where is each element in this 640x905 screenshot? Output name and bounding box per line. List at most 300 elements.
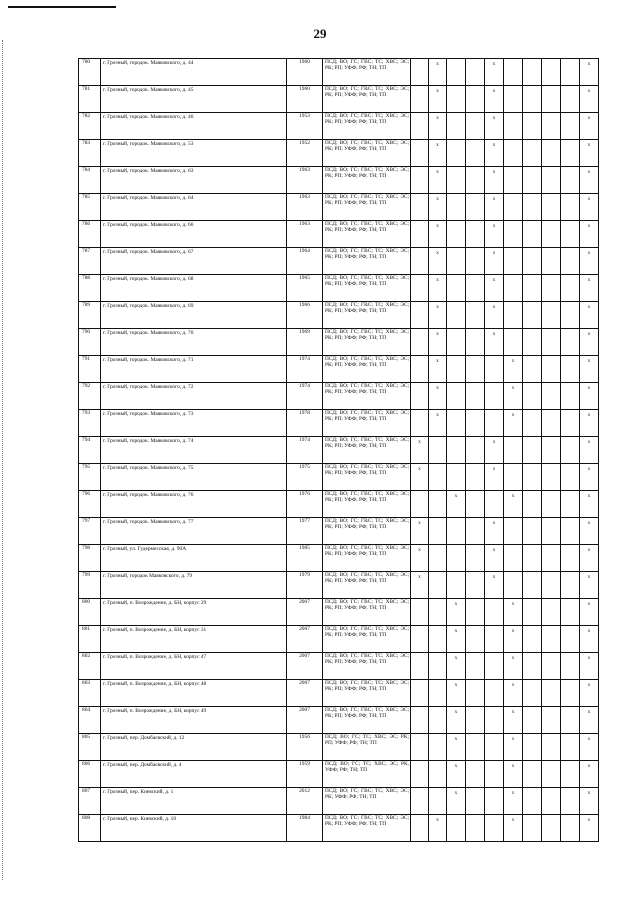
mark-cell: [504, 59, 523, 86]
mark-cell: [504, 788, 523, 815]
mark-cell: [542, 167, 561, 194]
mark-cell: [429, 572, 447, 599]
mark-cell: [429, 383, 447, 410]
services-cell: ПСД; ВО; ГС; ТС; ХВС; ЭС; РК, УФФ; РФ; ТН; ТП: [323, 761, 411, 788]
x-mark: x: [418, 574, 421, 580]
mark-cell: [485, 383, 504, 410]
mark-cell: [561, 491, 580, 518]
x-mark: x: [418, 466, 421, 472]
mark-cell: [429, 86, 447, 113]
x-mark: x: [511, 493, 515, 499]
mark-cell: [447, 545, 466, 572]
x-mark: x: [587, 790, 591, 796]
x-mark: x: [587, 358, 591, 364]
mark-cell: [542, 437, 561, 464]
mark-cell: [523, 788, 542, 815]
mark-cell: [542, 113, 561, 140]
x-mark: x: [418, 520, 421, 526]
mark-cell: [485, 86, 504, 113]
row-number: 788: [79, 275, 101, 302]
x-mark: x: [436, 142, 439, 148]
services-cell: ПСД; ВО; ГС; ГВС; ТС; ХВС; ЭС; РК; РП; УФФ; РФ; ТН; ТП: [323, 221, 411, 248]
services-cell: ПСД; ВО; ГС; ГВС; ТС; ХВС; ЭС; РК; РП; УФФ; РФ; ТН; ТП: [323, 86, 411, 113]
mark-cell: [561, 518, 580, 545]
mark-cell: [542, 221, 561, 248]
row-number: 789: [79, 302, 101, 329]
x-mark: x: [511, 628, 515, 634]
mark-cell: [411, 329, 429, 356]
mark-cell: [411, 437, 429, 464]
year-cell: 1976: [287, 491, 323, 518]
services-cell: ПСД; ВО; ГС; ГВС; ТС; ХВС; ЭС; РК; РП; УФФ; РФ; ТН; ТП: [323, 626, 411, 653]
mark-cell: [561, 248, 580, 275]
mark-cell: [447, 653, 466, 680]
row-number: 807: [79, 788, 101, 815]
mark-cell: [542, 383, 561, 410]
mark-cell: [504, 572, 523, 599]
table-row: [79, 626, 599, 653]
x-mark: x: [492, 331, 496, 337]
services-cell: ПСД; ВО; ГС; ГВС; ТС; ХВС; ЭС; РК; РП; УФФ; РФ; ТН; ТП: [323, 140, 411, 167]
x-mark: x: [454, 655, 458, 661]
year-cell: 1963: [287, 167, 323, 194]
mark-cell: [411, 302, 429, 329]
x-mark: x: [454, 709, 458, 715]
x-mark: x: [418, 439, 421, 445]
mark-cell: [542, 761, 561, 788]
services-cell: ПСД; ВО; ГС; ГВС; ТС; ХВС; ЭС; РК; УФФ; РФ; ТН; ТП: [323, 788, 411, 815]
mark-cell: [411, 545, 429, 572]
mark-cell: [485, 113, 504, 140]
mark-cell: [411, 356, 429, 383]
table-row: [79, 518, 599, 545]
year-cell: 2012: [287, 788, 323, 815]
mark-cell: [580, 464, 599, 491]
x-mark: x: [436, 115, 439, 121]
row-number: 785: [79, 194, 101, 221]
row-number: 787: [79, 248, 101, 275]
row-number: 780: [79, 59, 101, 86]
x-mark: x: [492, 61, 496, 67]
mark-cell: [580, 572, 599, 599]
mark-cell: [542, 491, 561, 518]
x-mark: x: [492, 169, 496, 175]
services-cell: ПСД; ВО; ГС; ГВС; ТС; ХВС; ЭС; РК; РП; УФФ; РФ; ТН; ТП: [323, 194, 411, 221]
mark-cell: [485, 464, 504, 491]
x-mark: x: [587, 223, 591, 229]
mark-cell: [411, 248, 429, 275]
services-cell: ПСД; ВО; ГС; ГВС; ТС; ХВС; ЭС; РК; РП; УФФ; РФ; ТН; ТП: [323, 491, 411, 518]
x-mark: x: [492, 250, 496, 256]
mark-cell: [447, 248, 466, 275]
mark-cell: [429, 221, 447, 248]
mark-cell: [523, 815, 542, 842]
mark-cell: [561, 437, 580, 464]
table-row: [79, 491, 599, 518]
table-row: [79, 437, 599, 464]
x-mark: x: [587, 736, 591, 742]
x-mark: x: [436, 196, 439, 202]
x-mark: x: [587, 277, 591, 283]
services-cell: ПСД; ВО; ГС; ТС; ХВС; ЭС; РК; РП; УФФ; РФ; ТН; ТП: [323, 734, 411, 761]
mark-cell: [580, 167, 599, 194]
mark-cell: [523, 545, 542, 572]
mark-cell: [411, 653, 429, 680]
year-cell: 1974: [287, 356, 323, 383]
mark-cell: [466, 626, 485, 653]
mark-cell: [580, 653, 599, 680]
mark-cell: [466, 572, 485, 599]
table-row: [79, 302, 599, 329]
mark-cell: [429, 194, 447, 221]
mark-cell: [504, 140, 523, 167]
mark-cell: [523, 491, 542, 518]
mark-cell: [580, 545, 599, 572]
mark-cell: [429, 329, 447, 356]
mark-cell: [580, 410, 599, 437]
mark-cell: [447, 572, 466, 599]
mark-cell: [466, 491, 485, 518]
address-cell: г. Грозный, городок. Маяковского, д. 69: [101, 302, 287, 329]
mark-cell: [542, 734, 561, 761]
mark-cell: [429, 113, 447, 140]
mark-cell: [447, 680, 466, 707]
mark-cell: [466, 383, 485, 410]
mark-cell: [411, 491, 429, 518]
mark-cell: [561, 680, 580, 707]
mark-cell: [580, 815, 599, 842]
mark-cell: [411, 815, 429, 842]
x-mark: x: [492, 520, 496, 526]
mark-cell: [447, 59, 466, 86]
x-mark: x: [436, 223, 439, 229]
x-mark: x: [454, 682, 458, 688]
x-mark: x: [511, 358, 515, 364]
mark-cell: [580, 707, 599, 734]
mark-cell: [542, 653, 561, 680]
table-row: [79, 707, 599, 734]
year-cell: 1956: [287, 734, 323, 761]
x-mark: x: [511, 655, 515, 661]
x-mark: x: [492, 142, 496, 148]
mark-cell: [466, 329, 485, 356]
mark-cell: [504, 248, 523, 275]
mark-cell: [429, 59, 447, 86]
mark-cell: [411, 761, 429, 788]
table-row: [79, 572, 599, 599]
row-number: 794: [79, 437, 101, 464]
table-row: [79, 167, 599, 194]
x-mark: x: [511, 790, 515, 796]
address-cell: г. Грозный, п. Возрождение, д. БН, корпус 48: [101, 680, 287, 707]
mark-cell: [447, 140, 466, 167]
mark-cell: [485, 437, 504, 464]
table-row: [79, 761, 599, 788]
address-cell: г. Грозный, городок. Маяковского, д. 70: [101, 329, 287, 356]
x-mark: x: [587, 385, 591, 391]
mark-cell: [561, 653, 580, 680]
year-cell: 1964: [287, 248, 323, 275]
mark-cell: [542, 140, 561, 167]
mark-cell: [411, 275, 429, 302]
row-number: 802: [79, 653, 101, 680]
mark-cell: [466, 86, 485, 113]
mark-cell: [429, 680, 447, 707]
year-cell: 1984: [287, 815, 323, 842]
mark-cell: [485, 626, 504, 653]
year-cell: 1960: [287, 86, 323, 113]
address-cell: г. Грозный, городок. Маяковского, д. 45: [101, 86, 287, 113]
services-cell: ПСД; ВО; ГС; ГВС; ТС; ХВС; ЭС; РК; РП; УФФ; РФ; ТН; ТП: [323, 437, 411, 464]
x-mark: x: [587, 520, 591, 526]
mark-cell: [504, 275, 523, 302]
mark-cell: [542, 329, 561, 356]
mark-cell: [447, 599, 466, 626]
services-cell: ПСД; ВО; ГС; ГВС; ТС; ХВС; ЭС; РК; РП; УФФ; РФ; ТН; ТП: [323, 464, 411, 491]
year-cell: 1974: [287, 437, 323, 464]
mark-cell: [466, 59, 485, 86]
mark-cell: [580, 329, 599, 356]
mark-cell: [580, 788, 599, 815]
table-row: [79, 329, 599, 356]
mark-cell: [504, 518, 523, 545]
mark-cell: [561, 140, 580, 167]
x-mark: x: [436, 277, 439, 283]
x-mark: x: [454, 628, 458, 634]
mark-cell: [429, 410, 447, 437]
mark-cell: [504, 167, 523, 194]
mark-cell: [561, 356, 580, 383]
mark-cell: [580, 248, 599, 275]
address-cell: г. Грозный, п. Возрождение, д. БН, корпус 49: [101, 707, 287, 734]
mark-cell: [485, 248, 504, 275]
row-number: 800: [79, 599, 101, 626]
mark-cell: [466, 302, 485, 329]
row-number: 798: [79, 545, 101, 572]
mark-cell: [542, 707, 561, 734]
mark-cell: [542, 815, 561, 842]
mark-cell: [485, 572, 504, 599]
mark-cell: [447, 329, 466, 356]
mark-cell: [523, 599, 542, 626]
table-row: [79, 734, 599, 761]
x-mark: x: [454, 493, 458, 499]
mark-cell: [485, 653, 504, 680]
mark-cell: [411, 788, 429, 815]
x-mark: x: [436, 88, 439, 94]
mark-cell: [580, 599, 599, 626]
x-mark: x: [511, 763, 515, 769]
services-cell: ПСД; ВО; ГС; ГВС; ТС; ХВС; ЭС; РК; РП; УФФ; РФ; ТН; ТП: [323, 59, 411, 86]
services-cell: ПСД; ВО; ГС; ГВС; ТС; ХВС; ЭС; РК; РП; УФФ; РФ; ТН; ТП: [323, 815, 411, 842]
services-cell: ПСД; ВО; ГС; ГВС; ТС; ХВС; ЭС; РК; РП; УФФ; РФ; ТН; ТП: [323, 329, 411, 356]
mark-cell: [485, 140, 504, 167]
mark-cell: [447, 356, 466, 383]
mark-cell: [411, 167, 429, 194]
mark-cell: [411, 626, 429, 653]
mark-cell: [447, 518, 466, 545]
mark-cell: [523, 518, 542, 545]
mark-cell: [466, 275, 485, 302]
mark-cell: [447, 707, 466, 734]
x-mark: x: [454, 736, 458, 742]
year-cell: 1963: [287, 194, 323, 221]
mark-cell: [485, 491, 504, 518]
table-row: [79, 248, 599, 275]
mark-cell: [542, 518, 561, 545]
x-mark: x: [492, 574, 496, 580]
mark-cell: [561, 626, 580, 653]
services-cell: ПСД; ВО; ГС; ГВС; ТС; ХВС; ЭС; РК; РП; УФФ; РФ; ТН; ТП: [323, 410, 411, 437]
mark-cell: [485, 194, 504, 221]
mark-cell: [542, 626, 561, 653]
mark-cell: [447, 383, 466, 410]
mark-cell: [504, 734, 523, 761]
mark-cell: [504, 707, 523, 734]
mark-cell: [504, 680, 523, 707]
x-mark: x: [492, 277, 496, 283]
table-row: [79, 275, 599, 302]
x-mark: x: [587, 115, 591, 121]
x-mark: x: [587, 547, 591, 553]
year-cell: 2007: [287, 653, 323, 680]
mark-cell: [580, 680, 599, 707]
table-row: [79, 113, 599, 140]
mark-cell: [523, 680, 542, 707]
mark-cell: [447, 626, 466, 653]
mark-cell: [466, 599, 485, 626]
mark-cell: [429, 599, 447, 626]
mark-cell: [466, 761, 485, 788]
mark-cell: [411, 140, 429, 167]
mark-cell: [542, 248, 561, 275]
x-mark: x: [511, 709, 515, 715]
mark-cell: [411, 113, 429, 140]
address-cell: г. Грозный, городок. Маяковского, д. 71: [101, 356, 287, 383]
address-cell: г. Грозный, городок. Маяковского, д. 72: [101, 383, 287, 410]
row-number: 808: [79, 815, 101, 842]
x-mark: x: [492, 304, 496, 310]
table-row: [79, 383, 599, 410]
mark-cell: [561, 410, 580, 437]
mark-cell: [523, 383, 542, 410]
x-mark: x: [436, 385, 439, 391]
mark-cell: [429, 302, 447, 329]
year-cell: 2007: [287, 680, 323, 707]
mark-cell: [429, 437, 447, 464]
mark-cell: [504, 545, 523, 572]
x-mark: x: [418, 547, 421, 553]
row-number: 799: [79, 572, 101, 599]
mark-cell: [561, 383, 580, 410]
mark-cell: [523, 221, 542, 248]
mark-cell: [542, 86, 561, 113]
mark-cell: [429, 140, 447, 167]
mark-cell: [485, 599, 504, 626]
mark-cell: [466, 167, 485, 194]
mark-cell: [523, 248, 542, 275]
mark-cell: [429, 491, 447, 518]
mark-cell: [580, 86, 599, 113]
x-mark: x: [587, 628, 591, 634]
x-mark: x: [587, 817, 591, 823]
address-cell: г. Грозный, городок. Маяковского, д. 63: [101, 167, 287, 194]
x-mark: x: [492, 115, 496, 121]
services-cell: ПСД; ВО; ГС; ГВС; ТС; ХВС; ЭС; РК; РП; УФФ; РФ; ТН; ТП: [323, 653, 411, 680]
mark-cell: [542, 59, 561, 86]
mark-cell: [447, 464, 466, 491]
services-cell: ПСД; ВО; ГС; ГВС; ТС; ХВС; ЭС; РК; РП; УФФ; РФ; ТН; ТП: [323, 302, 411, 329]
x-mark: x: [587, 601, 591, 607]
mark-cell: [411, 680, 429, 707]
mark-cell: [466, 356, 485, 383]
mark-cell: [466, 221, 485, 248]
mark-cell: [504, 86, 523, 113]
mark-cell: [504, 194, 523, 221]
margin-binding-dots: [2, 40, 4, 880]
mark-cell: [429, 248, 447, 275]
table-row: [79, 680, 599, 707]
mark-cell: [447, 113, 466, 140]
address-cell: г. Грозный, ул. Гудермесская, д. 90А: [101, 545, 287, 572]
year-cell: 2007: [287, 599, 323, 626]
year-cell: 2007: [287, 707, 323, 734]
address-cell: г. Грозный, пер. Домбаєвский, д. 12: [101, 734, 287, 761]
x-mark: x: [511, 736, 515, 742]
row-number: 783: [79, 140, 101, 167]
mark-cell: [504, 491, 523, 518]
x-mark: x: [587, 493, 591, 499]
mark-cell: [542, 275, 561, 302]
mark-cell: [447, 221, 466, 248]
mark-cell: [447, 734, 466, 761]
mark-cell: [429, 275, 447, 302]
mark-cell: [504, 410, 523, 437]
x-mark: x: [436, 412, 439, 418]
row-number: 792: [79, 383, 101, 410]
mark-cell: [561, 545, 580, 572]
row-number: 793: [79, 410, 101, 437]
x-mark: x: [492, 466, 496, 472]
mark-cell: [561, 59, 580, 86]
mark-cell: [504, 356, 523, 383]
row-number: 801: [79, 626, 101, 653]
mark-cell: [523, 734, 542, 761]
x-mark: x: [587, 142, 591, 148]
x-mark: x: [492, 223, 496, 229]
mark-cell: [580, 518, 599, 545]
mark-cell: [466, 194, 485, 221]
year-cell: 1975: [287, 464, 323, 491]
x-mark: x: [587, 250, 591, 256]
mark-cell: [561, 329, 580, 356]
mark-cell: [580, 221, 599, 248]
x-mark: x: [587, 466, 591, 472]
mark-cell: [447, 86, 466, 113]
mark-cell: [447, 761, 466, 788]
services-cell: ПСД; ВО; ГС; ГВС; ТС; ХВС; ЭС; РК; РП; УФФ; РФ; ТН; ТП: [323, 572, 411, 599]
table-row: [79, 464, 599, 491]
x-mark: x: [492, 88, 496, 94]
mark-cell: [429, 356, 447, 383]
mark-cell: [447, 302, 466, 329]
mark-cell: [523, 86, 542, 113]
mark-cell: [561, 113, 580, 140]
x-mark: x: [436, 250, 439, 256]
x-mark: x: [587, 61, 591, 67]
mark-cell: [561, 788, 580, 815]
address-cell: г. Грозный, городок. Маяковского, д. 53: [101, 140, 287, 167]
